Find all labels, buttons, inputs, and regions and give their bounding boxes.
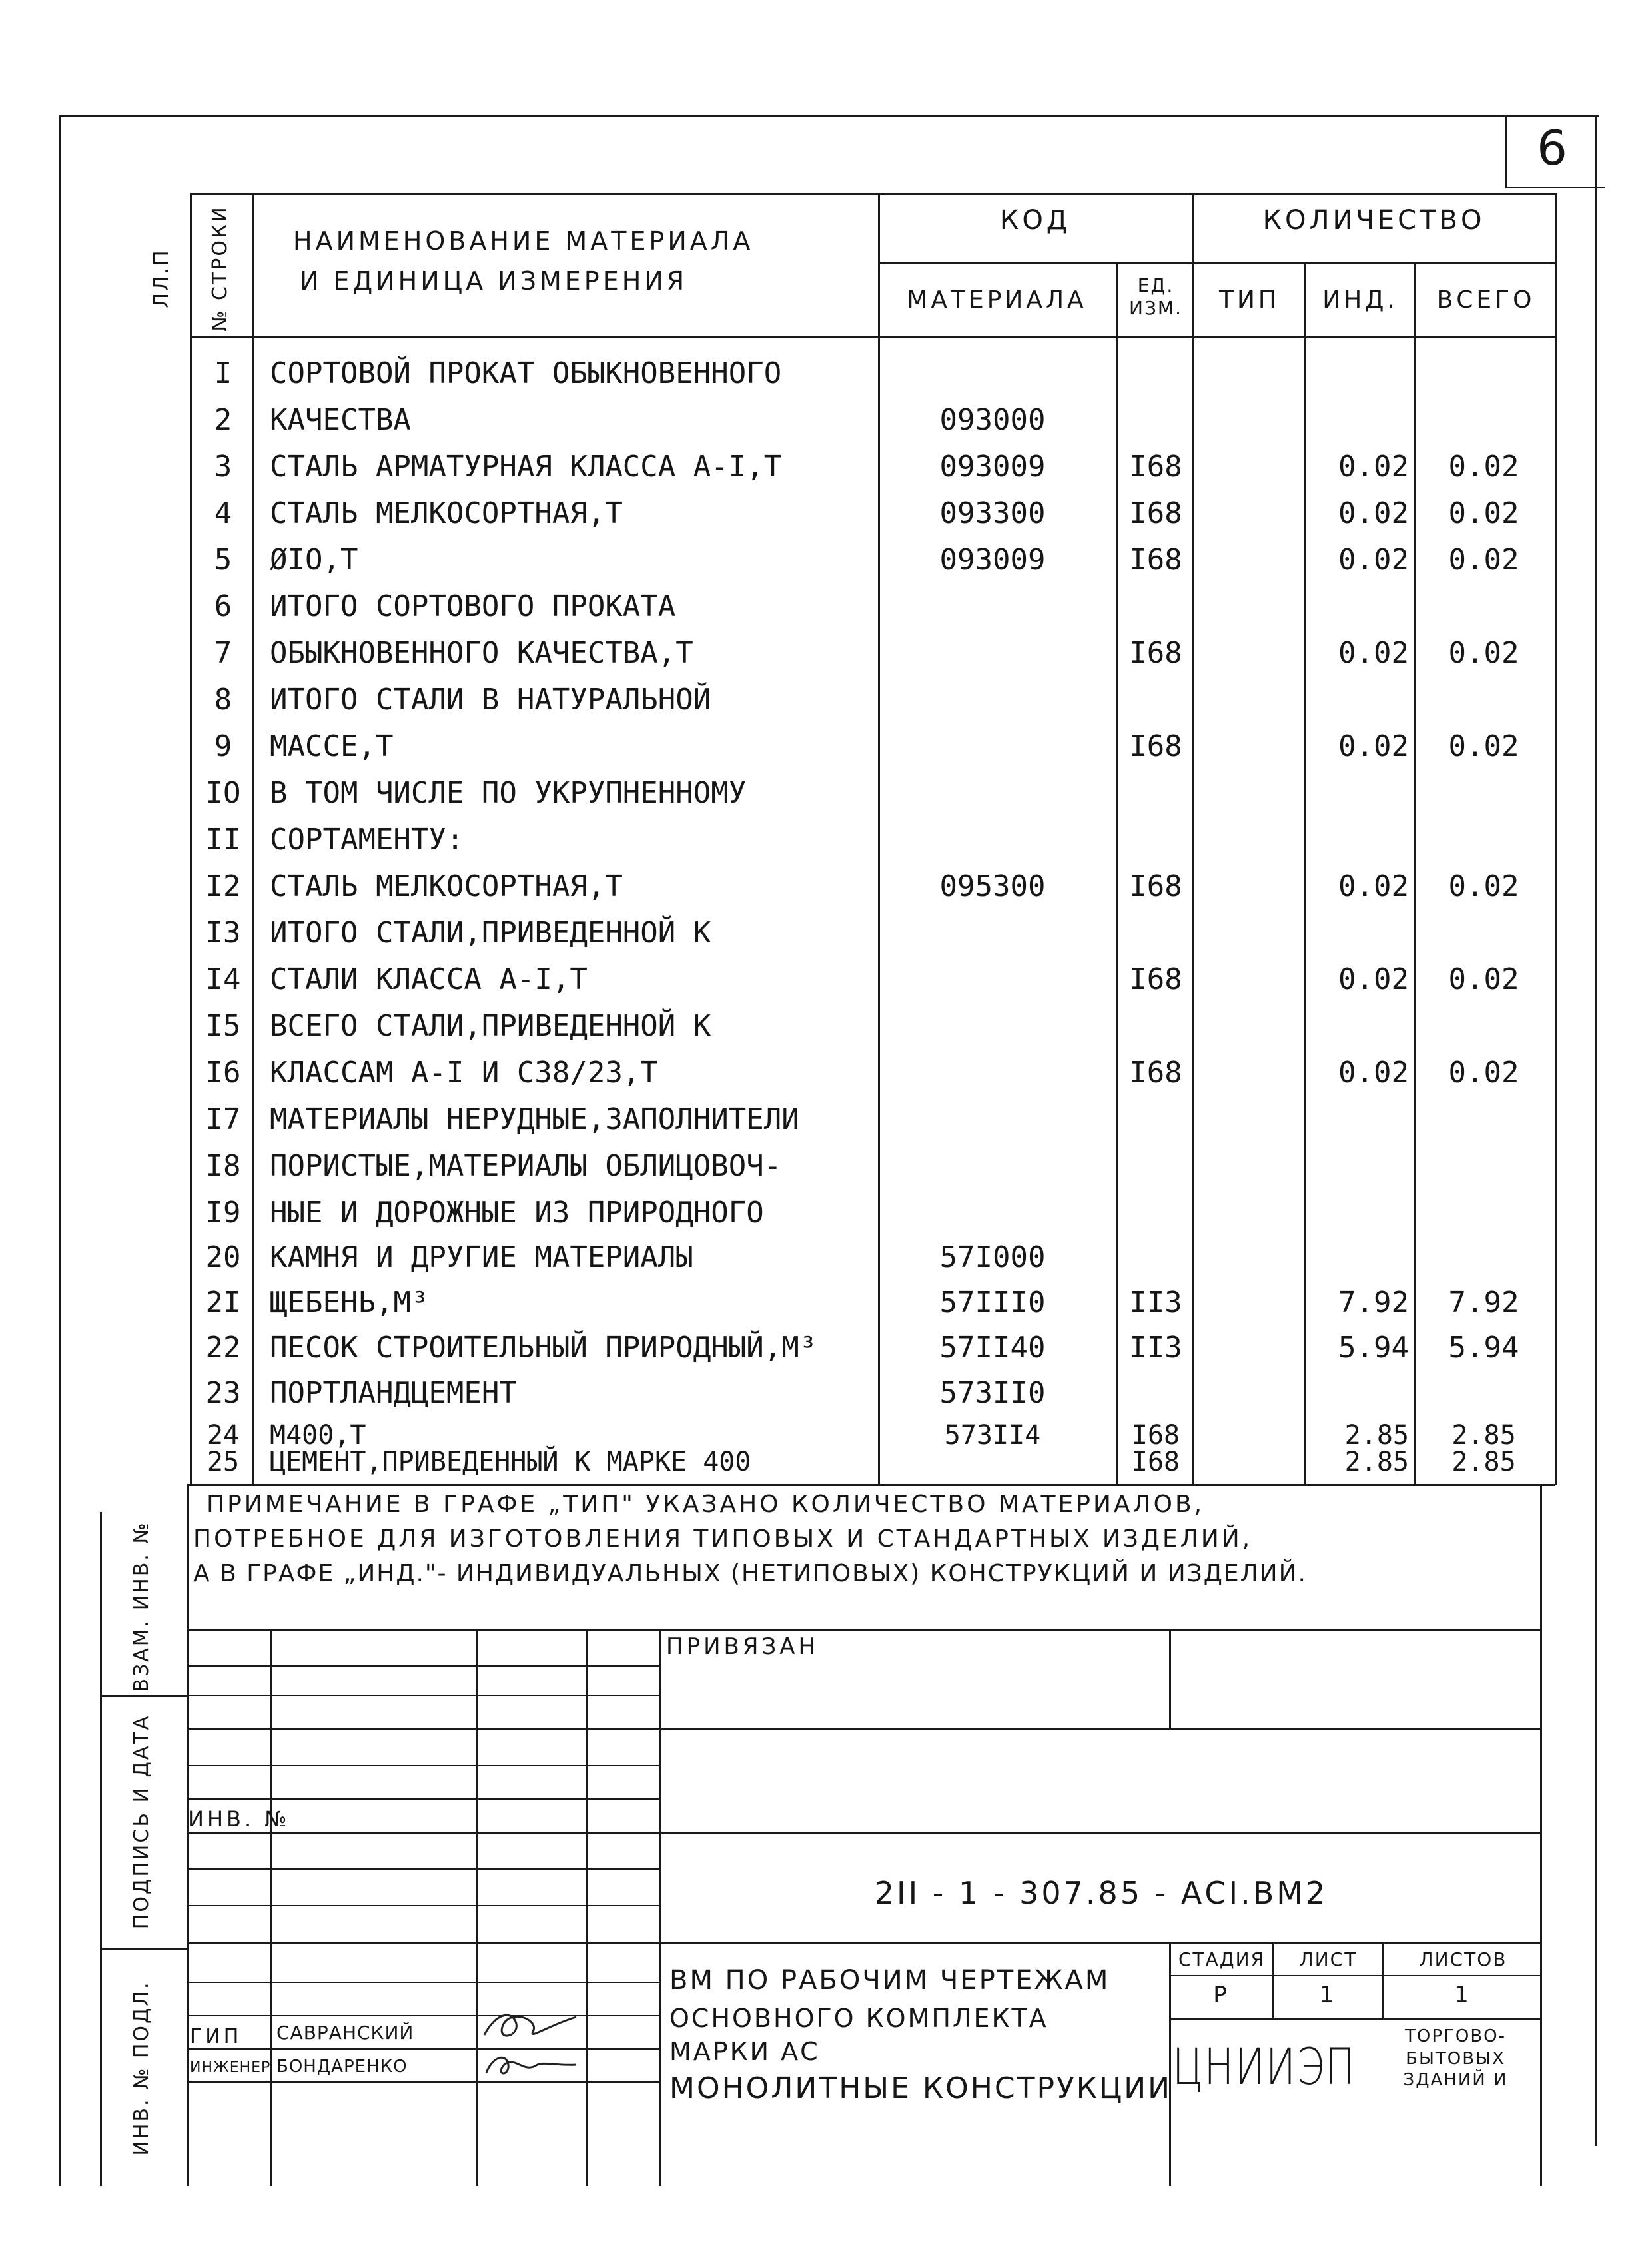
cell-unit: I68 bbox=[1129, 543, 1182, 577]
cell-n: I4 bbox=[205, 962, 241, 996]
cell-total: 0.02 bbox=[1448, 543, 1519, 577]
frame-right bbox=[1595, 115, 1597, 2146]
header-sheet-label: ЛЛ.П bbox=[150, 248, 173, 308]
cell-name: ØIO,Т bbox=[270, 543, 358, 577]
cell-n: 6 bbox=[214, 589, 232, 623]
header-name-line2: И ЕДИНИЦА ИЗМЕРЕНИЯ bbox=[300, 266, 688, 296]
tb-privyazan-divider bbox=[1169, 1629, 1171, 1728]
cell-total: 5.94 bbox=[1448, 1331, 1519, 1365]
org-sub-2: БЫТОВЫХ bbox=[1406, 2049, 1505, 2069]
cell-name: СОРТАМЕНТУ: bbox=[270, 823, 464, 857]
strip-left-line bbox=[100, 1512, 102, 2186]
header-qty-group: КОЛИЧЕСТВО bbox=[1262, 205, 1485, 236]
cell-code: 573II0 bbox=[939, 1376, 1046, 1410]
title-line-3: МАРКИ АС bbox=[669, 2037, 820, 2066]
signature-1 bbox=[476, 2005, 586, 2045]
cell-name: ИТОГО СТАЛИ,ПРИВЕДЕННОЙ К bbox=[270, 916, 711, 950]
header-code-group: КОД bbox=[999, 205, 1071, 236]
tb-row-3 bbox=[187, 1728, 1542, 1730]
col-line-qty bbox=[1192, 193, 1194, 1485]
cell-name: ЦЕМЕНТ,ПРИВЕДЕННЫЙ К МАРКЕ 400 bbox=[270, 1447, 751, 1477]
cell-n: 20 bbox=[205, 1240, 241, 1274]
tb-row-7 bbox=[187, 1868, 659, 1870]
cell-unit: I68 bbox=[1129, 1056, 1182, 1090]
page-number-box-left bbox=[1505, 115, 1507, 187]
cell-ind: 0.02 bbox=[1338, 496, 1409, 530]
cell-total: 0.02 bbox=[1448, 729, 1519, 763]
col-line-ind bbox=[1304, 262, 1306, 1485]
cell-name: ПОРТЛАНДЦЕМЕНТ bbox=[270, 1376, 517, 1410]
page-number-box-bottom bbox=[1505, 187, 1605, 188]
col-line-rowno-left bbox=[190, 193, 192, 1485]
tb-row-4 bbox=[187, 1765, 659, 1766]
cell-unit: I68 bbox=[1129, 869, 1182, 903]
header-code-unit: ЕД. ИЗМ. bbox=[1129, 274, 1182, 319]
col-line-code bbox=[878, 193, 880, 1485]
cell-total: 2.85 bbox=[1451, 1420, 1516, 1451]
cell-unit: I68 bbox=[1129, 450, 1182, 484]
tb-col-2 bbox=[476, 1629, 478, 2186]
cell-total: 0.02 bbox=[1448, 1056, 1519, 1090]
cell-n: IO bbox=[205, 776, 241, 810]
cell-ind: 0.02 bbox=[1338, 869, 1409, 903]
side-label-podpis: ПОДПИСЬ И ДАТА bbox=[130, 1714, 153, 1930]
cell-ind: 0.02 bbox=[1338, 636, 1409, 670]
cell-total: 0.02 bbox=[1448, 636, 1519, 670]
cell-name: КАМНЯ И ДРУГИЕ МАТЕРИАЛЫ bbox=[270, 1240, 693, 1274]
cell-code: 57II40 bbox=[939, 1331, 1046, 1365]
org-sub-3: ЗДАНИЙ И bbox=[1403, 2070, 1508, 2090]
cell-n: I8 bbox=[205, 1149, 241, 1183]
org-sub-1: ТОРГОВО- bbox=[1404, 2026, 1507, 2046]
header-qty-total: ВСЕГО bbox=[1436, 286, 1535, 314]
cell-code: 093009 bbox=[939, 543, 1046, 577]
cell-total: 0.02 bbox=[1448, 496, 1519, 530]
tb-row-9 bbox=[187, 1942, 1542, 1944]
tb-row-6 bbox=[187, 1832, 1542, 1834]
cell-unit: II3 bbox=[1129, 1331, 1182, 1365]
tb-row-8 bbox=[187, 1905, 659, 1906]
tb-row-2 bbox=[187, 1695, 659, 1696]
col-line-rowno-right bbox=[252, 193, 254, 1485]
cell-code: 57I000 bbox=[939, 1240, 1046, 1274]
tb-row-10 bbox=[187, 1982, 659, 1983]
stage-label: СТАДИЯ bbox=[1178, 1948, 1266, 1970]
cell-n: 22 bbox=[205, 1331, 241, 1365]
cell-name: ПЕСОК СТРОИТЕЛЬНЫЙ ПРИРОДНЫЙ,М³ bbox=[270, 1331, 817, 1365]
organisation-logo: ЦНИИЭП bbox=[1172, 2037, 1356, 2096]
title-line-2: ОСНОВНОГО КОМПЛЕКТА bbox=[669, 2004, 1048, 2033]
cell-ind: 7.92 bbox=[1338, 1286, 1409, 1319]
strip-divider-2 bbox=[100, 1948, 187, 1950]
cell-name: ОБЫКНОВЕННОГО КАЧЕСТВА,Т bbox=[270, 636, 693, 670]
cell-name: ЩЕБЕНЬ,М³ bbox=[270, 1286, 429, 1319]
cell-ind: 5.94 bbox=[1338, 1331, 1409, 1365]
cell-unit: I68 bbox=[1131, 1447, 1180, 1477]
cell-n: 3 bbox=[214, 450, 232, 484]
cell-name: СТАЛЬ МЕЛКОСОРТНАЯ,Т bbox=[270, 496, 623, 530]
cell-name: МАТЕРИАЛЫ НЕРУДНЫЕ,ЗАПОЛНИТЕЛИ bbox=[270, 1102, 799, 1136]
cell-name: ВСЕГО СТАЛИ,ПРИВЕДЕННОЙ К bbox=[270, 1009, 711, 1043]
stage-value: Р bbox=[1213, 1982, 1230, 2008]
side-label-vzam: ВЗАМ. ИНВ. № bbox=[130, 1521, 153, 1692]
title-line-1: ВМ ПО РАБОЧИМ ЧЕРТЕЖАМ bbox=[669, 1965, 1110, 1996]
cell-n: 25 bbox=[206, 1447, 240, 1477]
note-left-line bbox=[187, 1484, 189, 2186]
cell-name: ИТОГО СТАЛИ В НАТУРАЛЬНОЙ bbox=[270, 683, 711, 717]
cell-code: 095300 bbox=[939, 869, 1046, 903]
cell-unit: I68 bbox=[1129, 636, 1182, 670]
tb-col-3 bbox=[586, 1629, 588, 2186]
cell-name: НЫЕ И ДОРОЖНЫЕ ИЗ ПРИРОДНОГО bbox=[270, 1196, 764, 1230]
document-code: 2II - 1 - 307.85 - АСI.ВМ2 bbox=[874, 1875, 1328, 1911]
note-line-1: ПРИМЕЧАНИЕ В ГРАФЕ „ТИП" УКАЗАНО КОЛИЧЕСТВО МАТЕРИАЛОВ, bbox=[206, 1491, 1205, 1518]
cell-n: I3 bbox=[205, 916, 241, 950]
tb-row-11 bbox=[187, 2015, 659, 2016]
role-gip: ГИП bbox=[190, 2025, 242, 2048]
cell-name: СТАЛИ КЛАССА А-I,Т bbox=[270, 962, 588, 996]
cell-n: 7 bbox=[214, 636, 232, 670]
cell-total: 0.02 bbox=[1448, 962, 1519, 996]
col-line-right bbox=[1555, 193, 1557, 1485]
cell-n: 23 bbox=[205, 1376, 241, 1410]
cell-total: 0.02 bbox=[1448, 869, 1519, 903]
cell-name: М400,Т bbox=[270, 1420, 366, 1451]
cell-name: МАССЕ,Т bbox=[270, 729, 394, 763]
header-row-number: № СТРОКИ bbox=[208, 205, 232, 332]
page-number: 6 bbox=[1537, 120, 1567, 176]
cell-n: 5 bbox=[214, 543, 232, 577]
cell-n: I bbox=[214, 356, 232, 390]
header-bottom-line bbox=[190, 336, 1555, 338]
sheets-value: 1 bbox=[1454, 1982, 1472, 2008]
cell-unit: I68 bbox=[1131, 1420, 1180, 1451]
cell-n: I2 bbox=[205, 869, 241, 903]
note-right-line bbox=[1540, 1484, 1542, 2186]
note-line-2: ПОТРЕБНОЕ ДЛЯ ИЗГОТОВЛЕНИЯ ТИПОВЫХ И СТАНДАРТНЫХ ИЗДЕЛИЙ, bbox=[193, 1525, 1253, 1553]
privyazan-label: ПРИВЯЗАН bbox=[666, 1633, 819, 1660]
sheets-label: ЛИСТОВ bbox=[1419, 1948, 1507, 1970]
cell-code: 093009 bbox=[939, 450, 1046, 484]
cell-n: I5 bbox=[205, 1009, 241, 1043]
cell-ind: 0.02 bbox=[1338, 1056, 1409, 1090]
table-top-line bbox=[190, 193, 1555, 195]
header-code-material: МАТЕРИАЛА bbox=[907, 286, 1087, 314]
cell-n: 9 bbox=[214, 729, 232, 763]
table-bottom-line bbox=[187, 1484, 1555, 1486]
subheader-line bbox=[878, 262, 1555, 264]
cell-name: ПОРИСТЫЕ,МАТЕРИАЛЫ ОБЛИЦОВОЧ- bbox=[270, 1149, 782, 1183]
cell-ind: 0.02 bbox=[1338, 962, 1409, 996]
cell-n: 8 bbox=[214, 683, 232, 717]
header-qty-ind: ИНД. bbox=[1322, 286, 1398, 314]
cell-total: 2.85 bbox=[1451, 1447, 1516, 1477]
cell-name: В ТОМ ЧИСЛЕ ПО УКРУПНЕННОМУ bbox=[270, 776, 747, 810]
sheet-label: ЛИСТ bbox=[1299, 1948, 1358, 1970]
cell-ind: 2.85 bbox=[1344, 1420, 1409, 1451]
side-label-inv-podl: ИНВ. № ПОДЛ. bbox=[130, 1980, 153, 2156]
cell-n: I7 bbox=[205, 1102, 241, 1136]
cell-code: 093000 bbox=[939, 403, 1046, 437]
header-name-line1: НАИМЕНОВАНИЕ МАТЕРИАЛА bbox=[293, 226, 754, 256]
signature-2 bbox=[476, 2046, 586, 2083]
cell-n: 2I bbox=[205, 1286, 241, 1319]
tb-col-1 bbox=[270, 1629, 272, 2186]
cell-name: КЛАССАМ А-I И С38/23,Т bbox=[270, 1056, 658, 1090]
cell-n: 24 bbox=[206, 1420, 240, 1451]
name-savranskiy: САВРАНСКИЙ bbox=[276, 2022, 414, 2044]
cell-name: КАЧЕСТВА bbox=[270, 403, 411, 437]
col-line-total bbox=[1414, 262, 1416, 1485]
note-bottom-line bbox=[187, 1629, 1542, 1631]
stage-box-left bbox=[1169, 1942, 1171, 2186]
tb-row-12 bbox=[187, 2048, 659, 2050]
cell-n: 2 bbox=[214, 403, 232, 437]
cell-unit: I68 bbox=[1129, 962, 1182, 996]
cell-unit: I68 bbox=[1129, 729, 1182, 763]
cell-unit: I68 bbox=[1129, 496, 1182, 530]
cell-name: СТАЛЬ МЕЛКОСОРТНАЯ,Т bbox=[270, 869, 623, 903]
header-qty-type: ТИП bbox=[1219, 286, 1280, 314]
cell-ind: 2.85 bbox=[1344, 1447, 1409, 1477]
cell-n: I6 bbox=[205, 1056, 241, 1090]
frame-left bbox=[59, 115, 61, 2186]
cell-name: ИТОГО СОРТОВОГО ПРОКАТА bbox=[270, 589, 676, 623]
tb-row-13 bbox=[187, 2081, 659, 2083]
cell-name: СОРТОВОЙ ПРОКАТ ОБЫКНОВЕННОГО bbox=[270, 356, 782, 390]
frame-top bbox=[59, 115, 1599, 117]
name-bondarenko: БОНДАРЕНКО bbox=[276, 2057, 408, 2077]
role-engineer: ИНЖЕНЕР bbox=[190, 2059, 271, 2076]
cell-unit: II3 bbox=[1129, 1286, 1182, 1319]
cell-total: 7.92 bbox=[1448, 1286, 1519, 1319]
cell-total: 0.02 bbox=[1448, 450, 1519, 484]
cell-ind: 0.02 bbox=[1338, 729, 1409, 763]
inv-no-label: ИНВ. № bbox=[188, 1806, 290, 1832]
col-line-unit bbox=[1116, 262, 1118, 1485]
cell-ind: 0.02 bbox=[1338, 450, 1409, 484]
cell-n: 4 bbox=[214, 496, 232, 530]
cell-n: I9 bbox=[205, 1196, 241, 1230]
sheet-value: 1 bbox=[1319, 1982, 1338, 2008]
stage-box-row-2 bbox=[1169, 2018, 1542, 2020]
tb-row-1 bbox=[187, 1665, 659, 1667]
cell-n: II bbox=[205, 823, 241, 857]
cell-code: 57III0 bbox=[939, 1286, 1046, 1319]
title-line-4: МОНОЛИТНЫЕ КОНСТРУКЦИИ bbox=[669, 2071, 1172, 2105]
note-line-3: А В ГРАФЕ „ИНД."- ИНДИВИДУАЛЬНЫХ (НЕТИПОВЫХ) КОНСТРУКЦИЙ И ИЗДЕЛИЙ. bbox=[193, 1560, 1307, 1587]
cell-name: СТАЛЬ АРМАТУРНАЯ КЛАССА А-I,Т bbox=[270, 450, 782, 484]
cell-ind: 0.02 bbox=[1338, 543, 1409, 577]
stage-box-row-1 bbox=[1169, 1975, 1542, 1976]
cell-code: 093300 bbox=[939, 496, 1046, 530]
cell-code: 573II4 bbox=[944, 1420, 1041, 1451]
tb-row-5 bbox=[187, 1798, 659, 1800]
